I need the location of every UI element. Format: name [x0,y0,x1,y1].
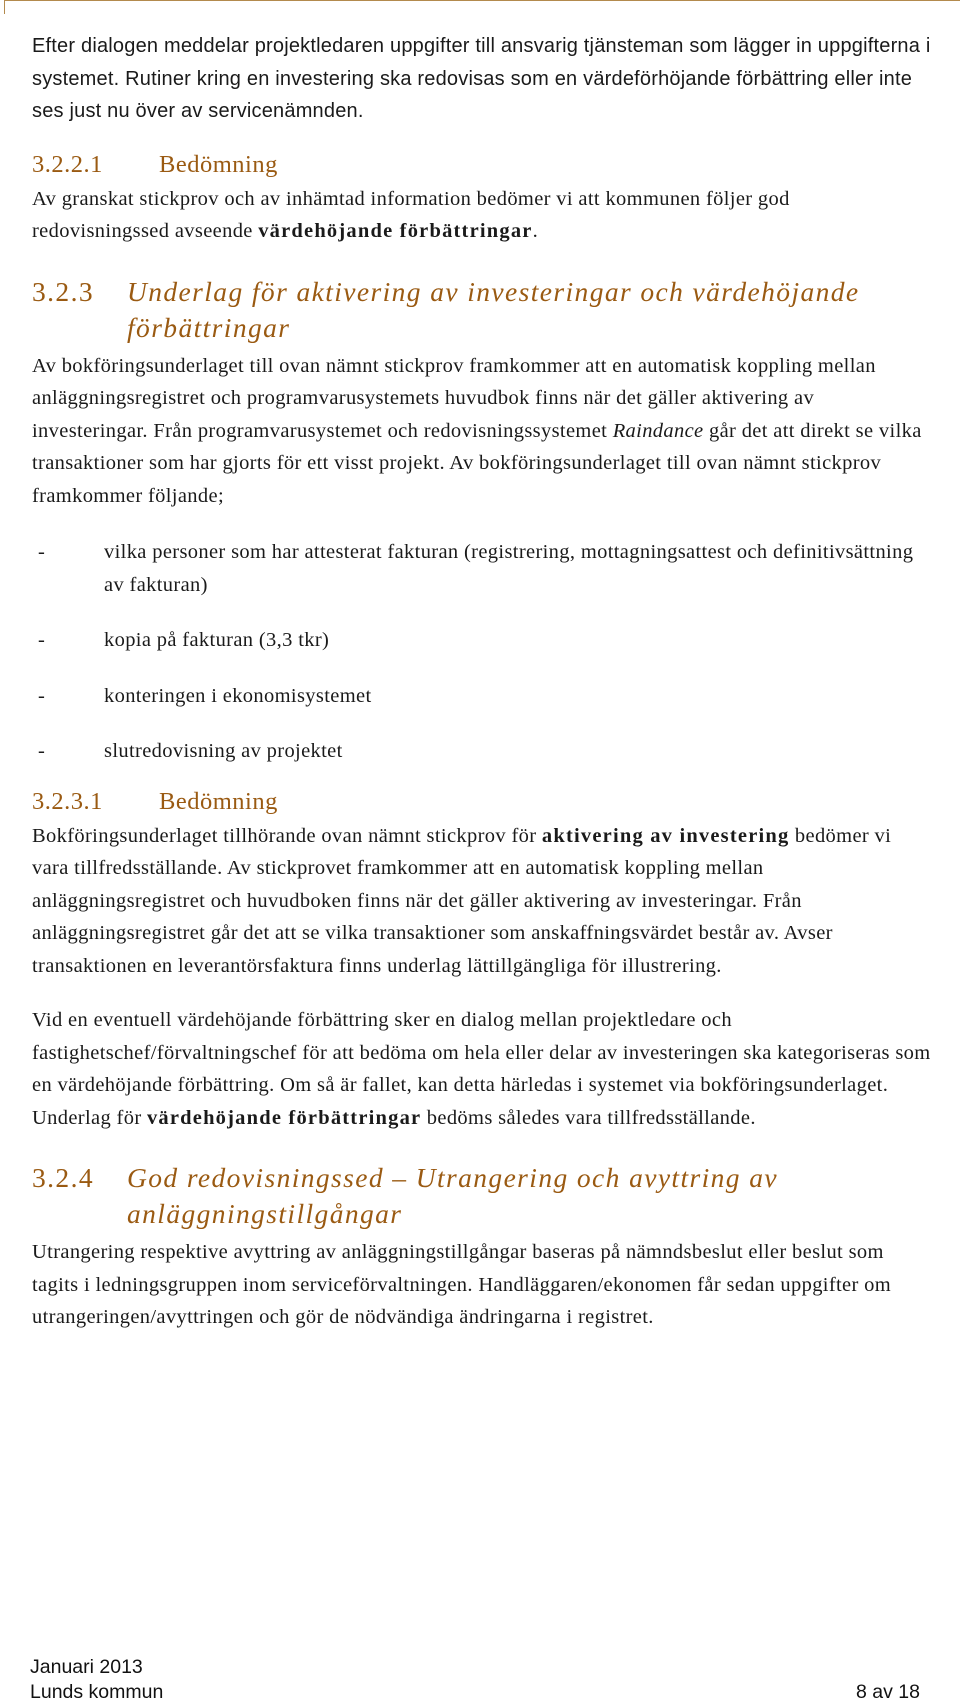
heading-3-2-2-1 [32,147,932,183]
paragraph-improvement-dialog [32,1004,932,1134]
list-item [32,680,932,713]
text-run: Bokföringsunderlaget tillhörande ovan nämnt stickprov för [32,824,542,847]
heading-3-2-3 [32,274,932,346]
page-footer [30,1655,920,1705]
heading-3-2-4 [32,1160,932,1232]
heading-3-2-3-1 [32,784,932,820]
heading-title: Underlag för aktivering av investeringar och värdehöjande förbättringar [127,275,860,343]
bold-term: värdehöjande förbättringar [258,220,533,242]
bullet-list [32,536,932,768]
paragraph-3-2-3 [32,350,932,513]
list-item-text: kopia på fakturan (3,3 tkr) [104,629,330,651]
bold-term: värdehöjande förbättringar [146,1106,422,1129]
dash-bullet: - [38,629,46,651]
dash-bullet: - [38,740,46,762]
list-item-text: slutredovisning av projektet [104,740,343,762]
heading-number: 3.2.4 [32,1162,94,1193]
page-corner-mark [4,0,960,14]
text-run: bedöms således vara tillfredsställande. [421,1106,756,1129]
dash-bullet: - [38,541,46,563]
dash-bullet: - [38,684,46,707]
assessment-paragraph-3-2-3-1 [32,820,932,983]
list-item-text: konteringen i ekonomisystemet [104,684,372,707]
system-name: Raindance [612,419,704,442]
paragraph-3-2-4: Utrangering respektive avyttring av anläggningstillgångar baseras på nämndsbeslut eller beslut som tagits i ledningsgruppen inom serviceförvaltningen. Handläggaren/ekonomen får sedan uppgifter om utrangeringen/avyttringen och gör de nödvändiga ändringarna i registret. [32,1241,892,1328]
text-run: Vid en eventuell värdehöjande förbättring sker en dialog mellan projektledare och fastighetschef/förvaltningschef för att bedöma om hela eller delar av investeringen ska kategoriseras som en värdehöjande förbättring. Om så är fallet, kan detta härledas i systemet via bokföringsunderlaget. Underlag för [32,1009,931,1129]
footer-organization: Lunds kommun [30,1681,164,1703]
page-number: 8 av 18 [856,1681,920,1703]
list-item-text: vilka personer som har attesterat fakturan (registrering, mottagningsattest och definitivsättning av fakturan) [104,541,914,596]
list-item [32,536,932,601]
assessment-paragraph-3-2-2-1 [32,183,932,248]
bold-term: aktivering av investering [541,824,790,847]
text-run: Av bokföringsunderlaget till ovan nämnt stickprov framkommer att en automatisk koppling mellan anläggningsregistret och programvarusystemets huvudbok finns när det gäller aktivering av investeringar. Från programvarusystemet och redovisningssystemet [32,354,876,442]
heading-title: Bedömning [159,150,278,178]
document-body [32,30,932,1334]
list-item [32,735,932,768]
heading-title: God redovisningssed – Utrangering och avyttring av anläggningstillgångar [127,1162,778,1229]
heading-number: 3.2.3.1 [32,787,103,815]
heading-number: 3.2.3 [32,275,94,307]
text-run: Av granskat stickprov och av inhämtad information bedömer vi att kommunen följer god redovisningssed avseende [32,187,790,242]
text-run: . [532,220,539,242]
text-run: går det att direkt se vilka transaktioner som har gjorts för ett visst projekt. Av bokföringsunderlaget till ovan nämnt stickprov framkommer följande; [32,419,922,507]
list-item [32,624,932,657]
intro-paragraph: Efter dialogen meddelar projektledaren uppgifter till ansvarig tjänsteman som lägger in uppgifterna i systemet. Rutiner kring en investering ska redovisas som en värdeförhöjande förbättring eller inte ses just nu över av servicenämnden. [32,35,931,122]
heading-number: 3.2.2.1 [32,150,103,178]
footer-date: Januari 2013 [30,1656,143,1678]
text-run: bedömer vi vara tillfredsställande. Av stickprovet framkommer att en automatisk koppling mellan anläggningsregistret och huvudboken finns när det gäller aktivering av investeringar. Från anläggningsregistret går det att se vilka transaktioner som anskaffningsvärdet består av. Avser transaktionen en leverantörsfaktura finns underlag lättillgängliga för illustrering. [32,824,892,977]
heading-title: Bedömning [159,787,278,815]
